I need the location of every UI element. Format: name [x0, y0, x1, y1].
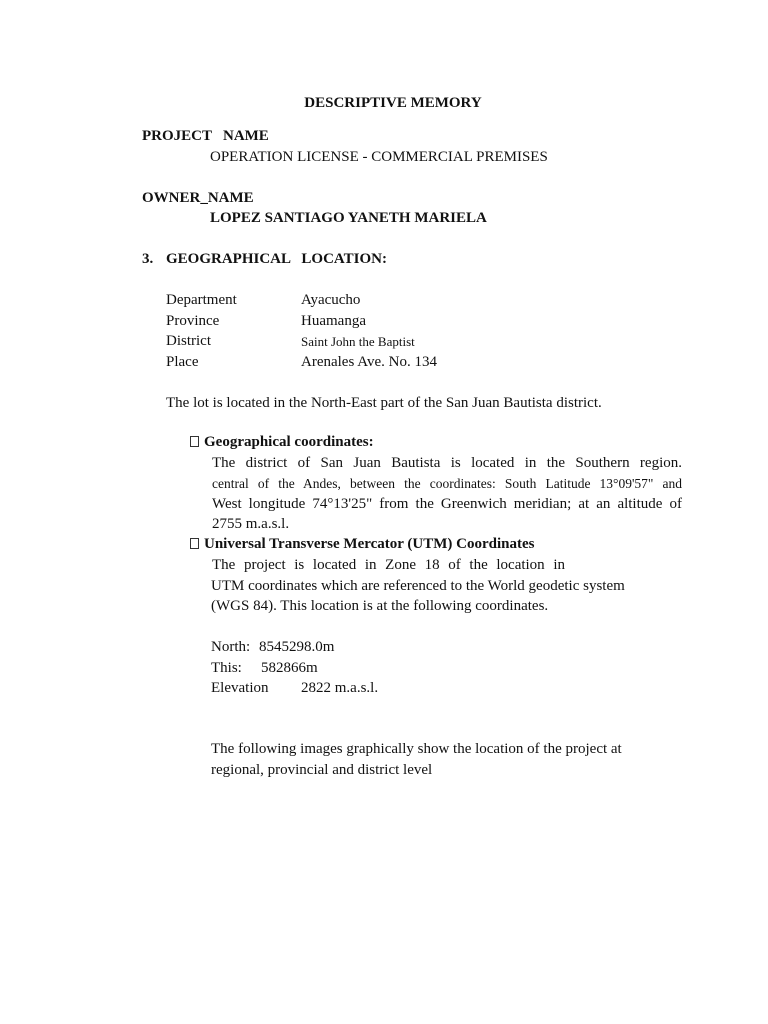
- geo-line-2: central of the Andes, between the coordinates: South Latitude 13°09'57" and: [212, 476, 682, 491]
- section-number: 3.: [142, 251, 154, 267]
- project-name-label: PROJECT NAME: [142, 128, 269, 144]
- closing-line-1: The following images graphically show the location of the project at: [211, 741, 622, 757]
- bullet-box-icon: [190, 436, 199, 447]
- utm-elevation-value: 2822 m.a.s.l.: [301, 680, 379, 696]
- geo-line-4: 2755 m.a.s.l.: [212, 516, 290, 532]
- project-name-value: OPERATION LICENSE - COMMERCIAL PREMISES: [210, 149, 548, 165]
- utm-north-label: North:: [211, 639, 251, 655]
- location-label-province: Province: [166, 313, 220, 329]
- utm-line-3: (WGS 84). This location is at the following coordinates.: [211, 598, 549, 614]
- owner-name-value: LOPEZ SANTIAGO YANETH MARIELA: [210, 210, 487, 226]
- document-title: DESCRIPTIVE MEMORY: [304, 95, 482, 111]
- location-label-department: Department: [166, 292, 237, 308]
- utm-heading: Universal Transverse Mercator (UTM) Coordinates: [204, 536, 535, 552]
- utm-heading-row: [190, 536, 535, 553]
- location-label-place: Place: [166, 354, 199, 370]
- geo-line-1: The district of San Juan Bautista is located in the Southern region.: [212, 455, 682, 471]
- geo-heading-row: [190, 434, 374, 451]
- location-value-province: Huamanga: [301, 313, 366, 329]
- utm-east-label: This:: [211, 660, 242, 676]
- geo-heading: Geographical coordinates:: [204, 434, 374, 450]
- utm-north-value: 8545298.0m: [259, 639, 335, 655]
- location-value-district: Saint John the Baptist: [301, 334, 415, 349]
- owner-name-label: OWNER_NAME: [142, 190, 254, 206]
- location-label-district: District: [166, 333, 211, 349]
- utm-line-2: UTM coordinates which are referenced to the World geodetic system: [211, 578, 625, 594]
- section-heading: GEOGRAPHICAL LOCATION:: [166, 251, 387, 267]
- closing-line-2: regional, provincial and district level: [211, 762, 433, 778]
- utm-east-value: 582866m: [261, 660, 318, 676]
- location-value-place: Arenales Ave. No. 134: [301, 354, 437, 370]
- lot-sentence: The lot is located in the North-East part of the San Juan Bautista district.: [166, 395, 602, 411]
- location-value-department: Ayacucho: [301, 292, 361, 308]
- bullet-box-icon: [190, 538, 199, 549]
- utm-line-1: The project is located in Zone 18 of the location in: [212, 557, 565, 573]
- geo-line-3: West longitude 74°13'25" from the Greenwich meridian; at an altitude of: [212, 496, 682, 512]
- utm-elevation-label: Elevation: [211, 680, 269, 696]
